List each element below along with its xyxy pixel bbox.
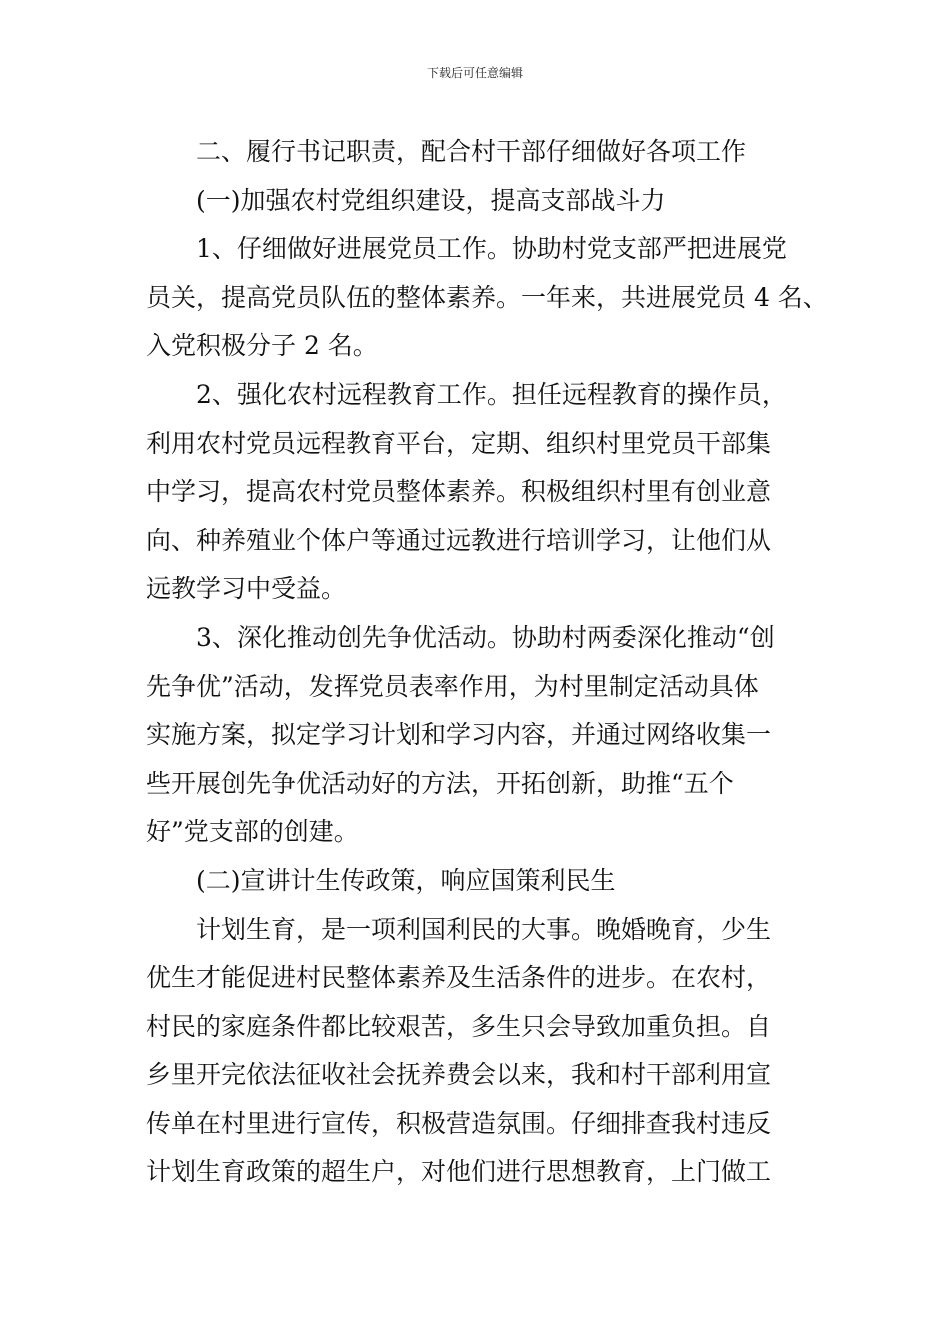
text-line: 计划生育政策的超生户，对他们进行思想教育，上门做工	[146, 1157, 772, 1187]
text-line: (二)宣讲计生传政策，响应国策利民生	[196, 865, 616, 895]
text-line: 员关，提高党员队伍的整体素养。一年来，共进展党员 4 名、	[146, 282, 828, 312]
text-line: 计划生育，是一项利国利民的大事。晚婚晚育，少生	[196, 914, 772, 944]
text-line: (一)加强农村党组织建设，提高支部战斗力	[196, 185, 666, 215]
document-body	[146, 128, 826, 1197]
text-line: 乡里开完依法征收社会抚养费会以来，我和村干部利用宣	[146, 1060, 772, 1090]
text-line: 中学习，提高农村党员整体素养。积极组织村里有创业意	[146, 477, 772, 507]
text-line: 传单在村里进行宣传，积极营造氛围。仔细排查我村违反	[146, 1108, 772, 1138]
text-line: 优生才能促进村民整体素养及生活条件的进步。在农村，	[146, 963, 772, 993]
text-line: 好”党支部的创建。	[146, 817, 359, 847]
text-line: 入党积极分子 2 名。	[146, 331, 378, 361]
text-line: 利用农村党员远程教育平台，定期、组织村里党员干部集	[146, 428, 772, 458]
page-header-note: 下载后可任意编辑	[426, 66, 523, 80]
text-line: 1、仔细做好进展党员工作。协助村党支部严把进展党	[196, 234, 787, 264]
text-line: 2、强化农村远程教育工作。担任远程教育的操作员，	[196, 379, 787, 409]
text-line: 远教学习中受益。	[146, 574, 347, 604]
text-line: 些开展创先争优活动好的方法，开拓创新，助推“五个	[146, 768, 734, 798]
text-line: 村民的家庭条件都比较艰苦，多生只会导致加重负担。自	[146, 1011, 772, 1041]
text-line: 二、履行书记职责，配合村干部仔细做好各项工作	[196, 137, 747, 166]
text-line: 先争优”活动，发挥党员表率作用，为村里制定活动具体	[146, 671, 759, 701]
text-line: 实施方案，拟定学习计划和学习内容，并通过网络收集一	[146, 720, 772, 750]
text-line: 向、种养殖业个体户等通过远教进行培训学习，让他们从	[146, 525, 772, 555]
text-line: 3、深化推动创先争优活动。协助村两委深化推动“创	[196, 622, 775, 652]
